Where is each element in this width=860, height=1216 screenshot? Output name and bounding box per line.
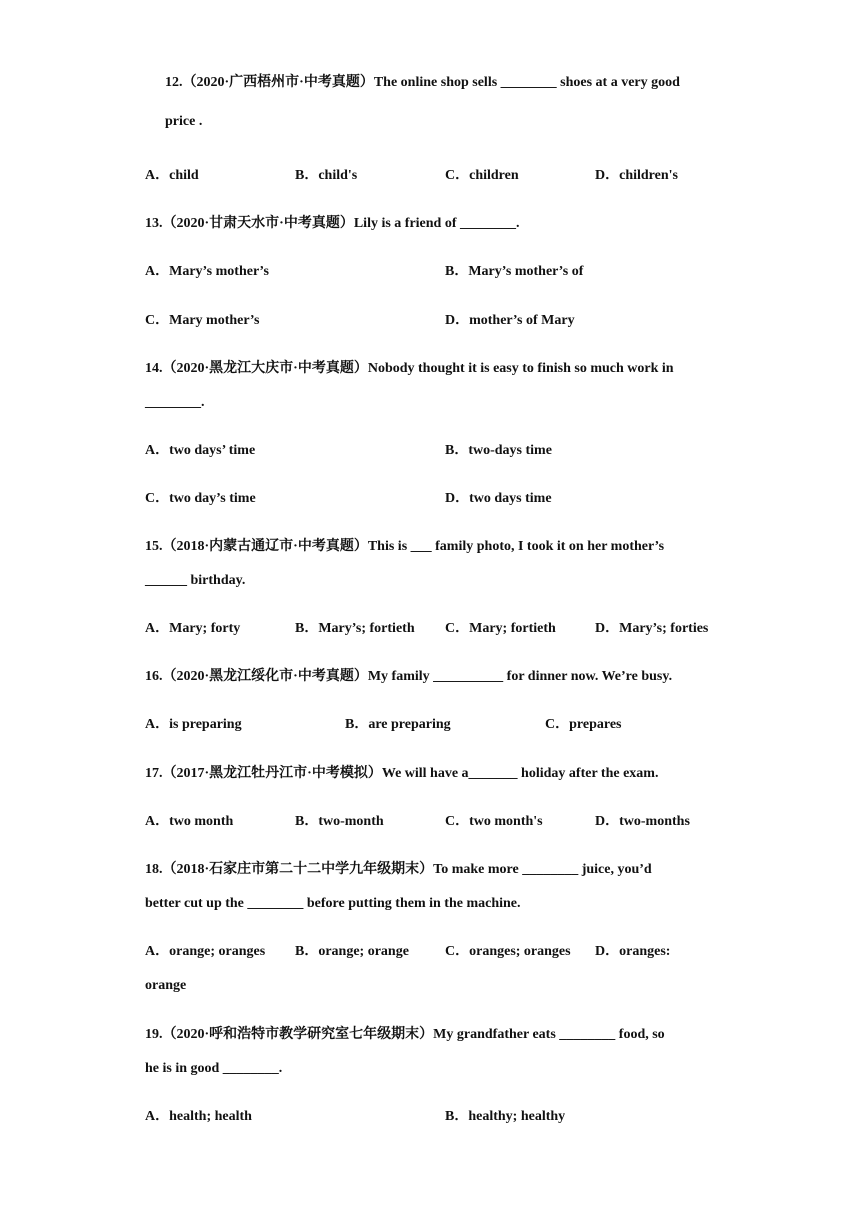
question-12-text-line-1: 12.（2020·广西梧州市·中考真题）The online shop sells ________ shoes at a very good	[165, 75, 680, 90]
question-17-text-line-1: 17.（2017·黑龙江牡丹江市·中考模拟）We will have a_______ holiday after the exam.	[145, 766, 659, 781]
question-17-option-d[interactable]: D．two-months	[595, 814, 690, 829]
question-17-option-c[interactable]: C．two month's	[445, 814, 543, 829]
question-12-option-d[interactable]: D．children's	[595, 168, 678, 183]
question-13-text-line-1: 13.（2020·甘肃天水市·中考真题）Lily is a friend of ________.	[145, 216, 520, 231]
question-12-text-line-2: price .	[165, 114, 203, 129]
question-18-option-d-continued: orange	[145, 978, 187, 993]
question-13-option-d[interactable]: D．mother’s of Mary	[445, 313, 575, 328]
question-15-option-d[interactable]: D．Mary’s; forties	[595, 621, 709, 636]
question-13-option-c[interactable]: C．Mary mother’s	[145, 313, 260, 328]
question-15-text-line-2: ______ birthday.	[145, 573, 246, 588]
question-13-option-b[interactable]: B．Mary’s mother’s of	[445, 264, 584, 279]
question-15-option-b[interactable]: B．Mary’s; fortieth	[295, 621, 415, 636]
question-14-option-d[interactable]: D．two days time	[445, 491, 552, 506]
question-17-option-b[interactable]: B．two-month	[295, 814, 384, 829]
question-16-option-a[interactable]: A．is preparing	[145, 717, 242, 732]
question-19-option-a[interactable]: A．health; health	[145, 1109, 252, 1124]
question-14-text-line-1: 14.（2020·黑龙江大庆市·中考真题）Nobody thought it is easy to finish so much work in	[145, 361, 674, 376]
question-18-text-line-1: 18.（2018·石家庄市第二十二中学九年级期末）To make more ________ juice, you’d	[145, 862, 652, 877]
question-18-option-a[interactable]: A．orange; oranges	[145, 944, 266, 959]
question-13-option-a[interactable]: A．Mary’s mother’s	[145, 264, 270, 279]
question-16-option-c[interactable]: C．prepares	[545, 717, 622, 732]
question-18-option-c[interactable]: C．oranges; oranges	[445, 944, 571, 959]
question-12-option-a[interactable]: A．child	[145, 168, 199, 183]
question-18-option-d[interactable]: D．oranges:	[595, 944, 671, 959]
question-18-text-line-2: better cut up the ________ before putting them in the machine.	[145, 896, 521, 911]
question-14-text-line-2: ________.	[145, 395, 205, 410]
question-15-option-a[interactable]: A．Mary; forty	[145, 621, 241, 636]
question-14-option-a[interactable]: A．two days’ time	[145, 443, 256, 458]
question-14-option-c[interactable]: C．two day’s time	[145, 491, 256, 506]
question-15-option-c[interactable]: C．Mary; fortieth	[445, 621, 556, 636]
question-15-text-line-1: 15.（2018·内蒙古通辽市·中考真题）This is ___ family photo, I took it on her mother’s	[145, 539, 665, 554]
question-18-option-b[interactable]: B．orange; orange	[295, 944, 409, 959]
question-12-option-b[interactable]: B．child's	[295, 168, 358, 183]
question-14-option-b[interactable]: B．two-days time	[445, 443, 552, 458]
question-12-option-c[interactable]: C．children	[445, 168, 519, 183]
question-19-text-line-1: 19.（2020·呼和浩特市教学研究室七年级期末）My grandfather eats ________ food, so	[145, 1027, 665, 1042]
question-19-text-line-2: he is in good ________.	[145, 1061, 283, 1076]
question-17-option-a[interactable]: A．two month	[145, 814, 234, 829]
question-16-text-line-1: 16.（2020·黑龙江绥化市·中考真题）My family __________ for dinner now. We’re busy.	[145, 669, 673, 684]
question-16-option-b[interactable]: B．are preparing	[345, 717, 451, 732]
question-19-option-b[interactable]: B．healthy; healthy	[445, 1109, 566, 1124]
